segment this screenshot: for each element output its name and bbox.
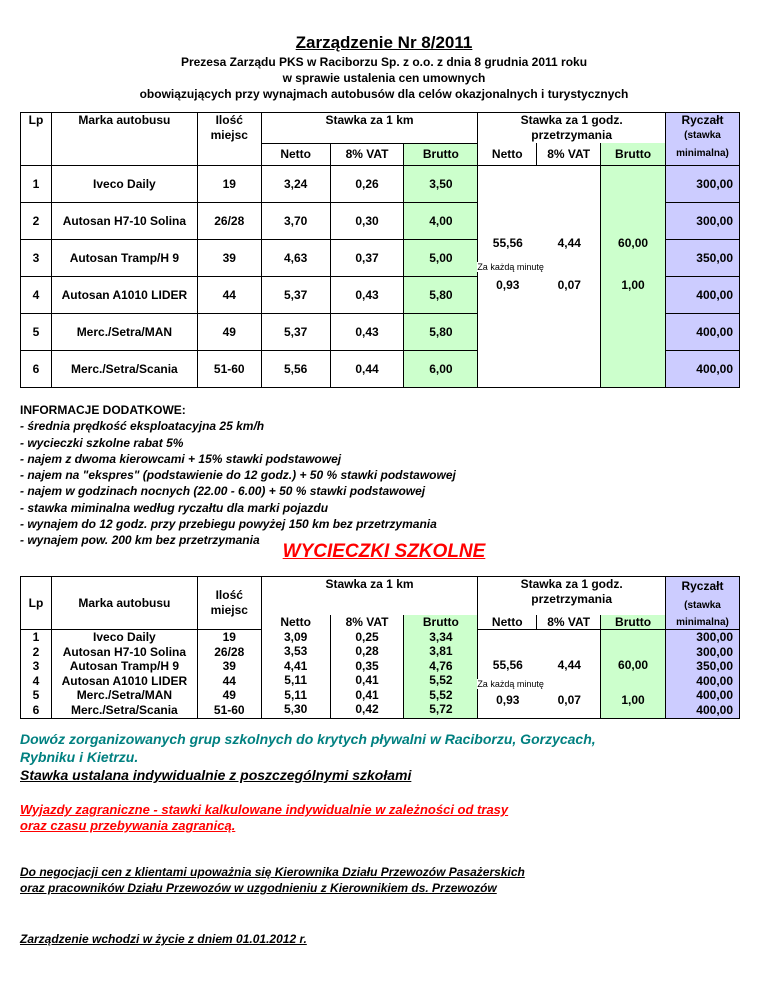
col-marka: Marka autobusu [51,113,197,166]
table-row: 3 Autosan Tramp/H 9 39 4,63 0,37 5,00 350,00 [21,239,740,276]
info-item: - średnia prędkość eksploatacyjna 25 km/h [20,419,265,434]
info-heading: INFORMACJE DODATKOWE: [20,403,186,417]
zagraniczne-line-2: oraz czasu przebywania zagranicą. [20,818,236,833]
col-lp: Lp [21,577,52,630]
info-item: - wycieczki szkolne rabat 5% [20,435,184,450]
minuta-label: Za każdą minutę [477,261,544,272]
school-trips-table [20,576,740,719]
col-marka: Marka autobusu [51,577,197,630]
table-row: 1 Iveco Daily 19 3,24 0,26 3,50 55,56 4,44 Za każdą minutę 0,93 0,07 60,00 1,00 300,00 [21,165,740,202]
godz-vat: 4,44 [557,235,581,250]
dowoz-line-1: Dowóz zorganizowanych grup szkolnych do krytych pływalni w Raciborzu, Gorzycach, [20,731,596,747]
info-item: - wynajem do 12 godz. przy przebiegu powyżej 150 km bez przetrzymania [20,517,437,532]
col-godz-brutto: Brutto [601,143,666,165]
minuta-label: Za każdą minutę [477,679,544,689]
col-ryczalt: Ryczałt (stawka [665,113,739,144]
table-row: 5 Merc./Setra/MAN 49 5,37 0,43 5,80 400,00 [21,313,740,350]
godz-netto-vat-cell [478,165,601,387]
col-stawka-km: Stawka za 1 km [261,577,478,616]
document-title: Zarządzenie Nr 8/2011 [295,33,473,52]
godz-netto-vat-cell [478,630,601,719]
rates-table [20,112,740,388]
dowoz-line-3: Stawka ustalana indywidualnie z poszczególnymi szkołami [20,767,412,783]
col-godz-brutto: Brutto [601,615,666,630]
table-row: 4 Autosan A1010 LIDER 44 5,37 0,43 5,80 400,00 [21,276,740,313]
dowoz-line-2: Rybniku i Kietrzu. [20,749,139,765]
info-item: - najem z dwoma kierowcami + 15% stawki podstawowej [20,451,342,466]
additional-info [20,402,456,549]
col-godz-netto: Netto [478,143,537,165]
col-stawka-km: Stawka za 1 km [261,113,478,144]
minuta-netto: 0,93 [496,693,520,707]
col-godz-vat: 8% VAT [537,615,601,630]
minuta-brutto: 1,00 [621,693,645,707]
subtitle-line-3: obowiązujących przy wynajmach autobusów dla celów okazjonalnych i turystycznych [139,87,629,101]
col-godz-netto: Netto [478,615,537,630]
col-stawka-godz: Stawka za 1 godz. przetrzymania [478,577,666,616]
info-item: - najem na "ekspres" (podstawienie do 12 godz.) + 50 % stawki podstawowej [20,468,456,483]
godz-brutto: 60,00 [618,235,649,250]
minuta-vat: 0,07 [557,693,581,707]
negocjacje-line-1: Do negocjacji cen z klientami upoważnia się Kierownika Działu Przewozów Pasażerskich [20,865,525,879]
brutto-list: 3,34 3,81 4,76 5,52 5,52 5,72 [404,630,478,719]
negocjacje-line-2: oraz pracowników Działu Przewozów w uzgodnieniu z Kierownikiem ds. Przewozów [20,881,497,895]
ryczalt-list: 300,00 300,00 350,00 400,00 400,00 400,00 [665,630,739,719]
minuta-brutto: 1,00 [621,277,645,292]
col-netto: Netto [261,615,330,630]
col-ilosc: Ilość miejsc [197,577,261,630]
col-ryczalt-sub: minimalna) [665,143,739,165]
marka-list: Iveco Daily Autosan H7-10 Solina Autosan Tramp/H 9 Autosan A1010 LIDER Merc./Setra/MAN Merc./Setra/Scania [51,630,197,719]
godz-vat: 4,44 [557,658,581,672]
info-item: - wynajem pow. 200 km bez przetrzymania [20,533,260,548]
godz-brutto-cell [601,630,666,719]
col-ryczalt: Ryczałt (stawka [665,577,739,616]
godz-brutto-cell [601,165,666,387]
col-lp: Lp [21,113,52,166]
minuta-vat: 0,07 [557,277,581,292]
minuta-netto: 0,93 [496,277,520,292]
col-ilosc: Ilość miejsc [197,113,261,166]
col-stawka-godz: Stawka za 1 godz. przetrzymania [478,113,666,144]
col-ryczalt-sub: minimalna) [665,615,739,630]
miejsc-list: 19 26/28 39 44 49 51-60 [197,630,261,719]
table-row: 2 Autosan H7-10 Solina 26/28 3,70 0,30 4,00 300,00 [21,202,740,239]
col-vat: 8% VAT [330,615,404,630]
info-item: - stawka miminalna według ryczałtu dla marki pojazdu [20,500,329,515]
godz-netto: 55,56 [492,658,523,672]
zagraniczne-line-1: Wyjazdy zagraniczne - stawki kalkulowane indywidualnie w zależności od trasy [20,802,509,817]
info-item: - najem w godzinach nocnych (22.00 - 6.00) + 50 % stawki podstawowej [20,484,426,499]
subtitle-line-2: w sprawie ustalenia cen umownych [282,71,486,85]
col-brutto: Brutto [404,143,478,165]
school-trips-heading: WYCIECZKI SZKOLNE [282,541,486,562]
lp-list: 1 2 3 4 5 6 [21,630,52,719]
effective-date: Zarządzenie wchodzi w życie z dniem 01.01.2012 r. [20,932,307,946]
vat-list: 0,25 0,28 0,35 0,41 0,41 0,42 [330,630,404,719]
netto-list: 3,09 3,53 4,41 5,11 5,11 5,30 [261,630,330,719]
subtitle-line-1: Prezesa Zarządu PKS w Raciborzu Sp. z o.o. z dnia 8 grudnia 2011 roku [180,55,588,69]
godz-netto: 55,56 [492,235,523,250]
col-brutto: Brutto [404,615,478,630]
col-godz-vat: 8% VAT [537,143,601,165]
table-row: 6 Merc./Setra/Scania 51-60 5,56 0,44 6,00 400,00 [21,350,740,387]
godz-brutto: 60,00 [618,658,649,672]
col-netto: Netto [261,143,330,165]
col-vat: 8% VAT [330,143,404,165]
